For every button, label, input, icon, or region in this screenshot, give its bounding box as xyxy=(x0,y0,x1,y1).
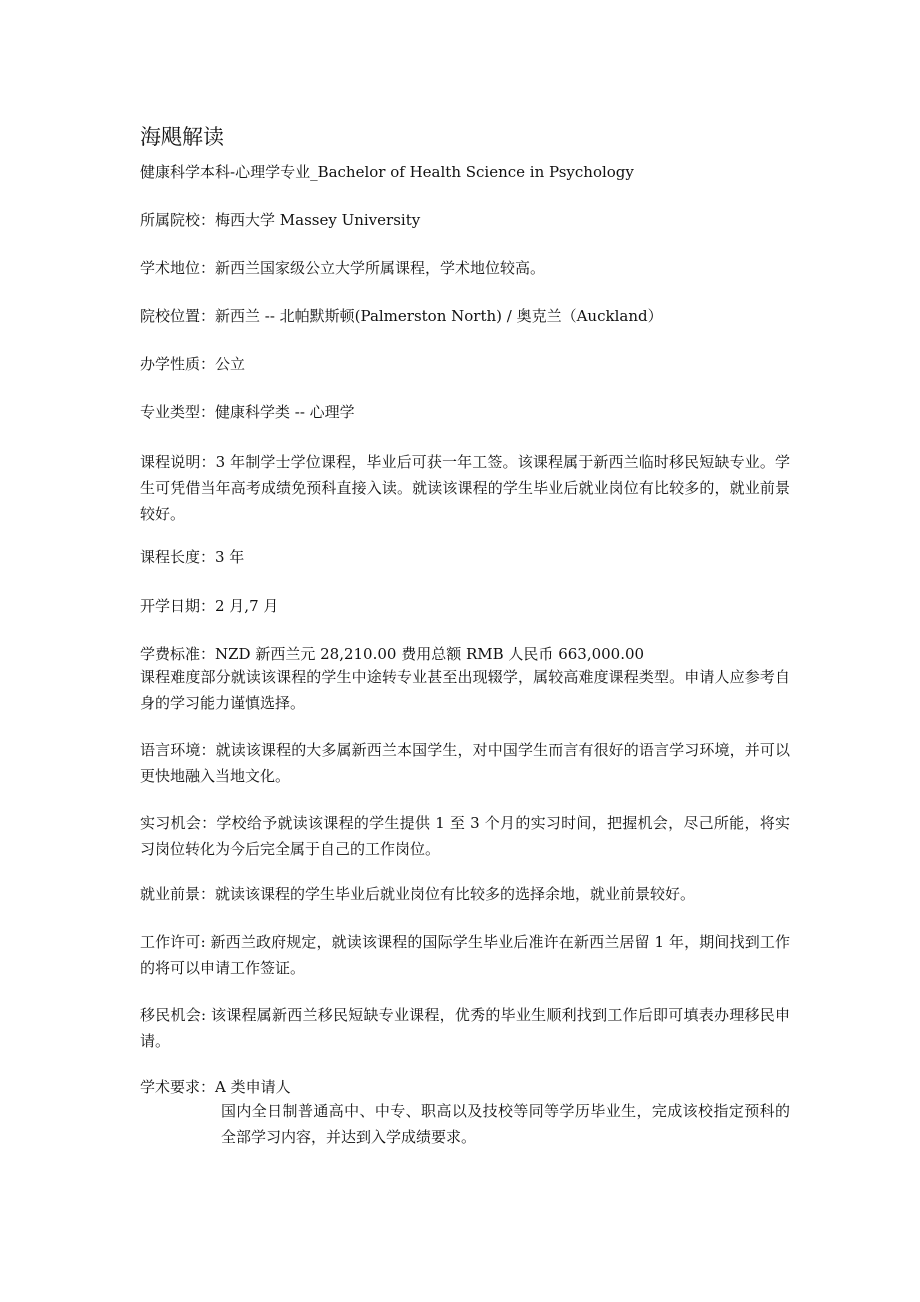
language-environment-paragraph: 语言环境：就读该课程的大多属新西兰本国学生，对中国学生而言有很好的语言学习环境，并可以更快地融入当地文化。 xyxy=(140,741,790,785)
academic-status-line: 学术地位：新西兰国家级公立大学所属课程，学术地位较高。 xyxy=(140,259,546,277)
academic-requirement-detail: 国内全日制普通高中、中专、职高以及技校等同等学历毕业生，完成该校指定预科的全部学习内容，并达到入学成绩要求。 xyxy=(221,1102,790,1146)
difficulty-paragraph: 课程难度部分就读该课程的学生中途转专业甚至出现辍学，属较高难度课程类型。申请人应参考自身的学习能力谨慎选择。 xyxy=(140,668,790,712)
work-permit-paragraph: 工作许可: 新西兰政府规定，就读该课程的国际学生毕业后准许在新西兰居留 1 年，期间找到工作的将可以申请工作签证。 xyxy=(140,933,790,977)
career-prospects-line: 就业前景：就读该课程的学生毕业后就业岗位有比较多的选择余地，就业前景较好。 xyxy=(140,885,696,903)
program-name: 健康科学本科-心理学专业_Bachelor of Health Science in Psychology xyxy=(140,163,634,181)
document-title: 海飓解读 xyxy=(140,125,224,149)
tuition-line: 学费标准：NZD 新西兰元 28,210.00 费用总额 RMB 人民币 663,000.00 xyxy=(140,645,645,663)
intake-line: 开学日期：2 月,7 月 xyxy=(140,597,279,615)
school-type-line: 办学性质：公立 xyxy=(140,355,246,373)
duration-line: 课程长度：3 年 xyxy=(140,548,245,566)
institution-line: 所属院校：梅西大学 Massey University xyxy=(140,211,421,229)
location-line: 院校位置：新西兰 -- 北帕默斯顿(Palmerston North) / 奥克兰（Auckland） xyxy=(140,307,663,325)
course-description: 课程说明：3 年制学士学位课程，毕业后可获一年工签。该课程属于新西兰临时移民短缺专业。学生可凭借当年高考成绩免预科直接入读。就读该课程的学生毕业后就业岗位有比较多的，就业前景较好。 xyxy=(140,453,790,523)
internship-paragraph: 实习机会：学校给予就读该课程的学生提供 1 至 3 个月的实习时间，把握机会，尽己所能，将实习岗位转化为今后完全属于自己的工作岗位。 xyxy=(140,814,790,858)
academic-requirement-label: 学术要求：A 类申请人 xyxy=(140,1078,291,1096)
major-type-line: 专业类型：健康科学类 -- 心理学 xyxy=(140,403,355,421)
immigration-paragraph: 移民机会: 该课程属新西兰移民短缺专业课程，优秀的毕业生顺利找到工作后即可填表办理移民申请。 xyxy=(140,1006,790,1050)
